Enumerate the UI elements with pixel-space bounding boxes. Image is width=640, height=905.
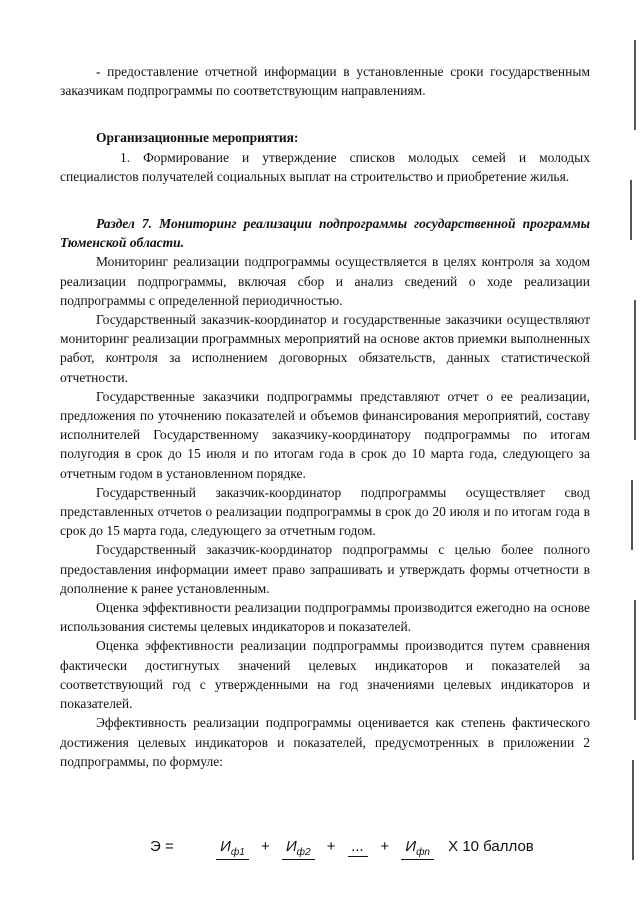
- paragraph-reports: Государственные заказчики подпрограммы представляют отчет о ее реализации, предложения по уточнению показателей и объемов финансирования мероприятий, составу исполнителей Государственному заказчику-координатору подпрограммы по итогам полугодия в срок до 15 июля и по итогам года в срок до 10 марта года, следующего за отчетным годом в установленном порядке.: [60, 388, 590, 481]
- formula-term-2-sub: ф2: [296, 847, 311, 858]
- formula-plus-1: +: [261, 838, 270, 855]
- scan-mark: [631, 480, 633, 550]
- formula-term-1: [216, 838, 249, 860]
- formula-term-n-sub: фn: [416, 847, 430, 858]
- org-measures-heading: Организационные мероприятия:: [96, 130, 299, 146]
- formula-term-2: [282, 838, 315, 860]
- scan-mark: [634, 40, 636, 130]
- formula-term-1-sub: ф1: [230, 847, 245, 858]
- paragraph-summary: Государственный заказчик-координатор подпрограммы осуществляет свод представленных отчетов о реализации подпрограммы в срок до 20 июля и по итогам года в срок до 15 марта года, следующего за отчетным годом.: [60, 484, 590, 539]
- scan-edge-artifact: [622, 0, 640, 905]
- efficiency-formula: [150, 838, 534, 860]
- paragraph-efficiency-comparison: Оценка эффективности реализации подпрограммы производится путем сравнения фактически достигнутых значений целевых индикаторов и показателей за соответствующий год с утвержденными на год значениями целевых индикаторов и показателей.: [60, 638, 590, 712]
- paragraph-coordinator-monitoring: Государственный заказчик-координатор и государственные заказчики осуществляют мониторинг реализации программных мероприятий на основе актов приемки выполненных работ, контроля за исполнением договорных обязательств, данных статистической отчетности.: [60, 312, 590, 385]
- paragraph-efficiency-formula-intro: Эффективность реализации подпрограммы оценивается как степень фактического достижения целевых индикаторов и показателей, предусмотренных в приложении 2 подпрограммы, по формуле:: [60, 715, 590, 769]
- formula-term-1-base: И: [220, 838, 231, 855]
- formula-plus-3: +: [380, 838, 390, 855]
- formula-plus-2: +: [326, 838, 336, 855]
- scan-mark: [632, 760, 634, 860]
- scan-mark: [634, 600, 636, 720]
- formula-ellipsis: ...: [348, 838, 369, 857]
- scan-mark: [634, 300, 636, 440]
- formula-term-n-base: И: [405, 838, 417, 855]
- org-measures-item: 1. Формирование и утверждение списков молодых семей и молодых специалистов получателей социальных выплат на строительство и приобретение жилья.: [60, 149, 590, 184]
- section-7-title: Раздел 7. Мониторинг реализации подпрограммы государственной программы Тюменской области.: [60, 216, 590, 251]
- paragraph-reporting: - предоставление отчетной информации в установленные сроки государственным заказчикам подпрограммы по соответствующим направлениям.: [60, 64, 590, 99]
- formula-term-2-base: И: [285, 838, 297, 855]
- document-page: [60, 62, 590, 771]
- formula-multiplier: X 10 баллов: [448, 838, 534, 855]
- formula-lhs: Э =: [150, 838, 174, 855]
- paragraph-monitoring: Мониторинг реализации подпрограммы осуществляется в целях контроля за ходом реализации подпрограммы, включая сбор и анализ сведений о ходе реализации подпрограммы с определенной периодичностью.: [60, 254, 590, 308]
- paragraph-efficiency-annual: Оценка эффективности реализации подпрограммы производится ежегодно на основе использования системы целевых индикаторов и показателей.: [60, 600, 590, 635]
- scan-mark: [630, 180, 632, 240]
- paragraph-reporting-forms: Государственный заказчик-координатор подпрограммы с целью более полного предоставления информации имеет право запрашивать и утверждать формы отчетности в дополнение к ранее установленным.: [60, 542, 590, 596]
- formula-term-n: [401, 838, 434, 860]
